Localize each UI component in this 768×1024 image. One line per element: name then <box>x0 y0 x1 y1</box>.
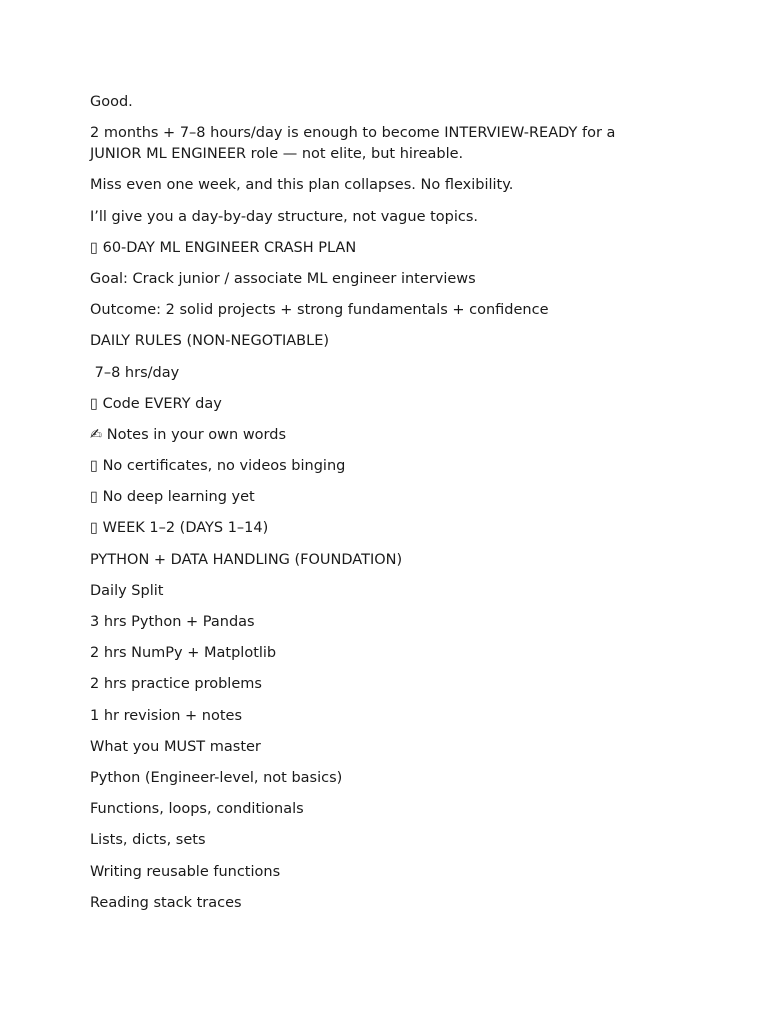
rule-notes: ✍ Notes in your own words <box>90 426 287 443</box>
rule-code: ▯ Code EVERY day <box>90 395 222 412</box>
master-item-stack-traces: Reading stack traces <box>90 894 242 911</box>
plan-heading: ▯ 60-DAY ML ENGINEER CRASH PLAN <box>90 239 357 256</box>
master-item-functions: Functions, loops, conditionals <box>90 801 304 818</box>
must-master-heading: What you MUST master <box>90 738 261 755</box>
python-level-line: Python (Engineer-level, not basics) <box>90 769 343 786</box>
split-item-numpy: 2 hrs NumPy + Matplotlib <box>90 645 277 662</box>
rule-no-certificates: ▯ No certificates, no videos binging <box>90 458 346 475</box>
paragraph-structure: I’ll give you a day-by-day structure, not vague topics. <box>90 208 479 225</box>
outcome-line: Outcome: 2 solid projects + strong fundamentals + confidence <box>90 302 549 319</box>
daily-split-heading: Daily Split <box>90 582 164 599</box>
foundation-heading: PYTHON + DATA HANDLING (FOUNDATION) <box>90 551 403 568</box>
paragraph-warning: Miss even one week, and this plan collapses. No flexibility. <box>90 177 514 194</box>
daily-rules-heading: DAILY RULES (NON-NEGOTIABLE) <box>90 333 330 350</box>
week-heading: ▯ WEEK 1–2 (DAYS 1–14) <box>90 520 269 537</box>
master-item-collections: Lists, dicts, sets <box>90 832 206 849</box>
paragraph-intro: Good. <box>90 94 133 110</box>
document-body <box>90 92 660 924</box>
master-item-reusable: Writing reusable functions <box>90 863 281 880</box>
split-item-python: 3 hrs Python + Pandas <box>90 614 255 630</box>
rule-hours: 7–8 hrs/day <box>90 364 180 381</box>
split-item-revision: 1 hr revision + notes <box>90 707 243 724</box>
rule-no-deep-learning: ▯ No deep learning yet <box>90 489 255 506</box>
goal-line: Goal: Crack junior / associate ML engineer interviews <box>90 270 476 287</box>
paragraph-timeline: 2 months + 7–8 hours/day is enough to become INTERVIEW-READY for a JUNIOR ML ENGINEER role — not elite, but hireable. <box>90 125 621 163</box>
split-item-practice: 2 hrs practice problems <box>90 676 262 693</box>
